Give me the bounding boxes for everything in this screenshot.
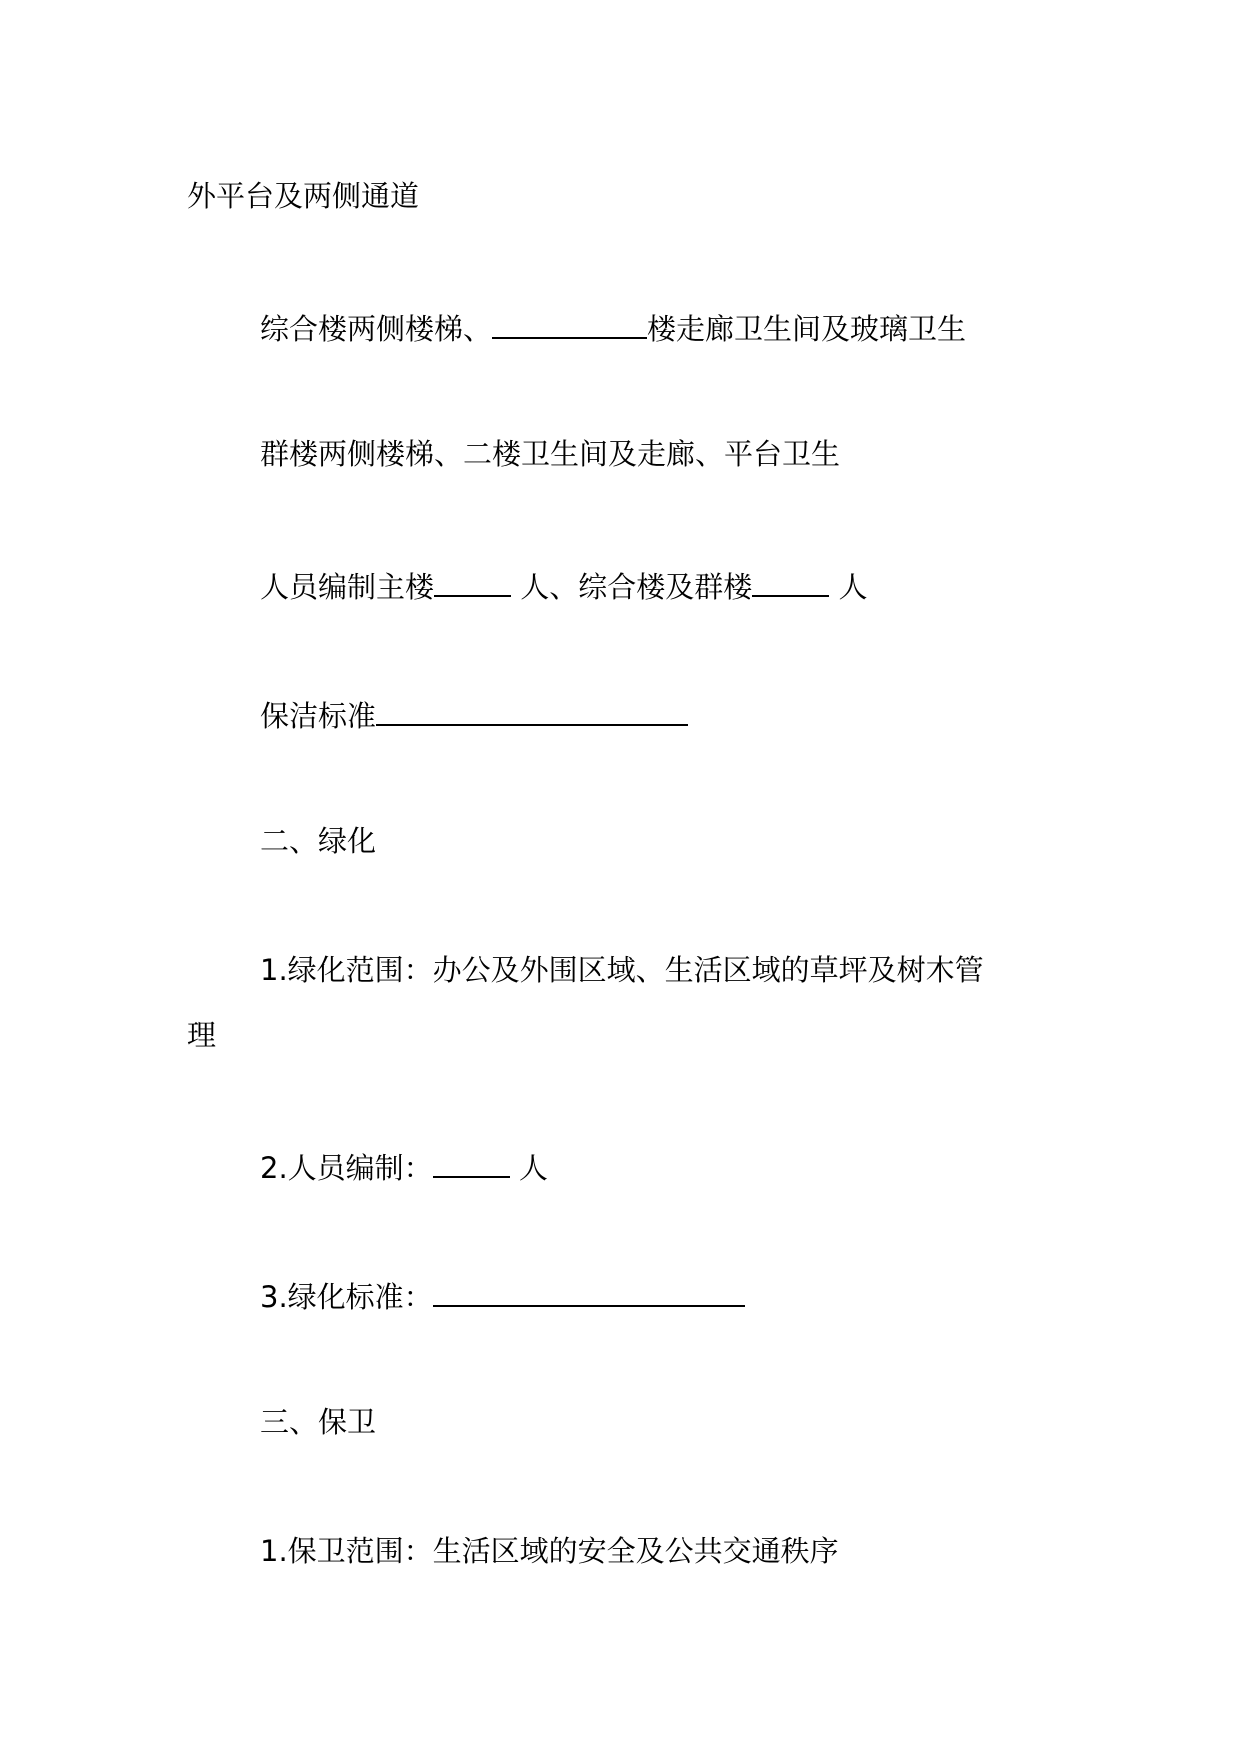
paragraph-text: 人、综合楼及群楼 bbox=[511, 570, 753, 604]
fill-in-blank[interactable] bbox=[434, 563, 511, 597]
text-line bbox=[187, 176, 419, 216]
paragraph-text: 人 bbox=[829, 570, 868, 604]
text-line bbox=[260, 305, 966, 349]
list-item-text: 理 bbox=[187, 1018, 217, 1052]
text-line bbox=[260, 1273, 745, 1317]
paragraph-text: 外平台及两侧通道 bbox=[187, 179, 420, 213]
heading-text: 三、保卫 bbox=[260, 1405, 377, 1439]
fill-in-blank[interactable] bbox=[376, 692, 688, 726]
text-line bbox=[260, 434, 840, 474]
list-item-text: 1.绿化范围：办公及外围区域、生活区域的草坪及树木管 bbox=[260, 953, 984, 987]
fill-in-blank[interactable] bbox=[492, 305, 647, 339]
text-line bbox=[260, 1531, 839, 1571]
text-line bbox=[260, 950, 984, 990]
paragraph-text: 群楼两侧楼梯、二楼卫生间及走廊、平台卫生 bbox=[260, 437, 841, 471]
section-heading bbox=[260, 1402, 376, 1442]
text-line bbox=[260, 692, 688, 736]
text-line bbox=[187, 1015, 216, 1055]
paragraph-text: 保洁标准 bbox=[260, 699, 377, 733]
list-item-text: 3.绿化标准： bbox=[260, 1280, 433, 1314]
paragraph-text: 综合楼两侧楼梯、 bbox=[260, 312, 493, 346]
fill-in-blank[interactable] bbox=[752, 563, 829, 597]
list-item-text: 2.人员编制： bbox=[260, 1151, 433, 1185]
text-line bbox=[260, 563, 867, 607]
heading-text: 二、绿化 bbox=[260, 824, 377, 858]
list-item-text: 人 bbox=[509, 1151, 548, 1185]
section-heading bbox=[260, 821, 376, 861]
fill-in-blank[interactable] bbox=[433, 1144, 510, 1178]
text-line bbox=[260, 1144, 548, 1188]
paragraph-text: 楼走廊卫生间及玻璃卫生 bbox=[647, 312, 967, 346]
paragraph-text: 人员编制主楼 bbox=[260, 570, 435, 604]
list-item-text: 1.保卫范围：生活区域的安全及公共交通秩序 bbox=[260, 1534, 839, 1568]
fill-in-blank[interactable] bbox=[433, 1273, 745, 1307]
